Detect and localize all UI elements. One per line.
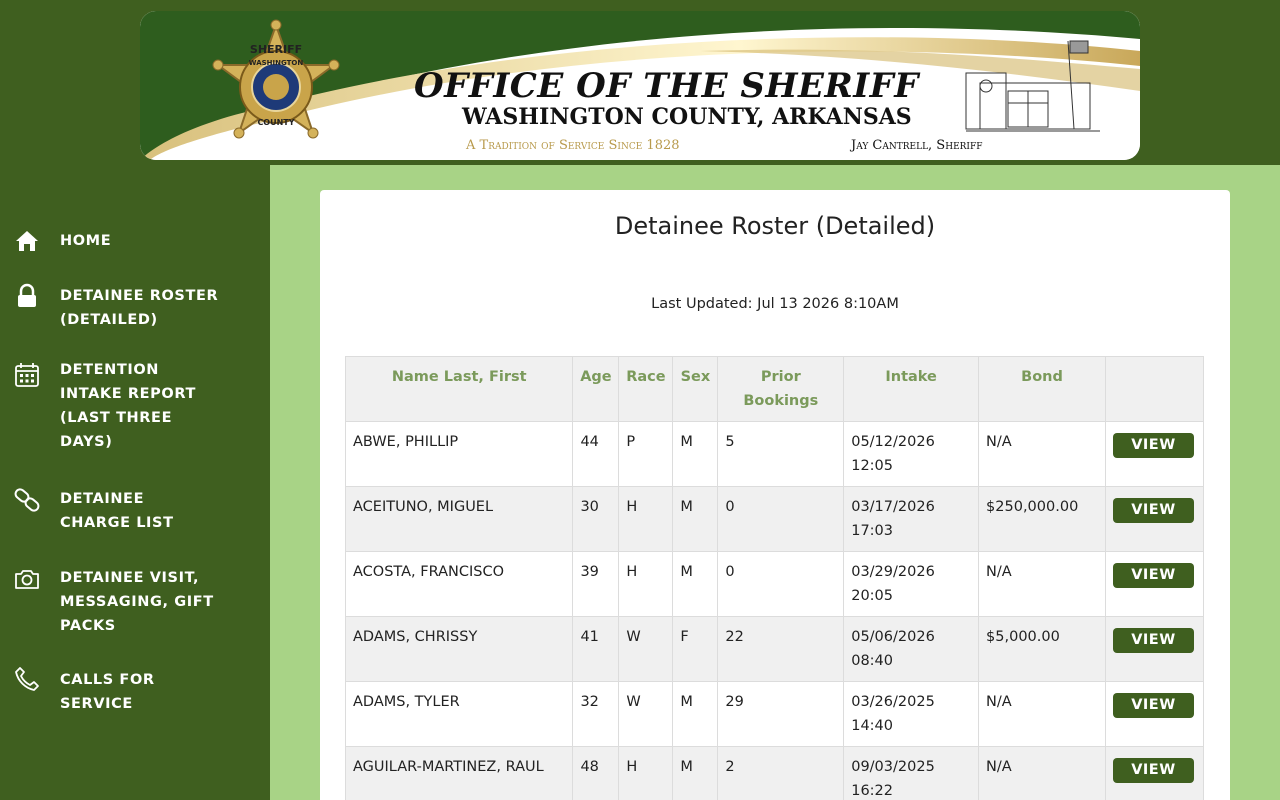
cell-age: 44 xyxy=(573,422,619,487)
cell-name: ACOSTA, FRANCISCO xyxy=(346,552,573,617)
cell-bond: $5,000.00 xyxy=(979,617,1106,682)
table-row xyxy=(346,552,1204,617)
view-button[interactable]: VIEW xyxy=(1113,628,1194,653)
view-button[interactable]: VIEW xyxy=(1113,498,1194,523)
roster-table xyxy=(345,356,1204,800)
sidebar-item-label: DETAINEE VISIT, MESSAGING, GIFT PACKS xyxy=(60,570,214,634)
sidebar-item-label: DETENTION INTAKE REPORT (LAST THREE DAYS) xyxy=(60,362,196,450)
cell-bond: $250,000.00 xyxy=(979,487,1106,552)
sidebar-item-label: HOME xyxy=(60,233,112,249)
column-header-sex[interactable]: Sex xyxy=(673,357,718,422)
view-button[interactable]: VIEW xyxy=(1113,433,1194,458)
column-header-name[interactable]: Name Last, First xyxy=(346,357,573,422)
cell-prior-bookings: 22 xyxy=(718,617,844,682)
sidebar-item-label: CALLS FOR SERVICE xyxy=(60,672,155,712)
cell-bond: N/A xyxy=(979,552,1106,617)
cell-age: 48 xyxy=(573,747,619,800)
cell-race: W xyxy=(619,682,673,747)
column-header-race[interactable]: Race xyxy=(619,357,673,422)
cell-sex: M xyxy=(673,682,718,747)
cell-name: ABWE, PHILLIP xyxy=(346,422,573,487)
cell-intake: 09/03/2025 16:22 xyxy=(844,747,979,800)
cell-action xyxy=(1105,682,1203,747)
cell-action xyxy=(1105,747,1203,800)
cell-name: ADAMS, TYLER xyxy=(346,682,573,747)
view-button[interactable]: VIEW xyxy=(1113,758,1194,783)
cell-age: 39 xyxy=(573,552,619,617)
sidebar-nav xyxy=(0,165,270,800)
banner-tagline: A Tradition of Service Since 1828 xyxy=(466,138,680,153)
cell-intake: 03/17/2026 17:03 xyxy=(844,487,979,552)
cell-race: H xyxy=(619,487,673,552)
svg-text:COUNTY: COUNTY xyxy=(257,118,295,127)
cell-age: 41 xyxy=(573,617,619,682)
home-icon xyxy=(13,227,41,255)
cell-prior-bookings: 0 xyxy=(718,487,844,552)
cell-intake: 03/26/2025 14:40 xyxy=(844,682,979,747)
view-button[interactable]: VIEW xyxy=(1113,563,1194,588)
table-row xyxy=(346,617,1204,682)
cell-intake: 05/12/2026 12:05 xyxy=(844,422,979,487)
cell-bond: N/A xyxy=(979,747,1106,800)
cell-sex: M xyxy=(673,552,718,617)
sidebar-item-label: DETAINEE CHARGE LIST xyxy=(60,491,174,531)
banner-subtitle: WASHINGTON COUNTY, ARKANSAS xyxy=(462,104,912,130)
svg-text:WASHINGTON: WASHINGTON xyxy=(248,59,304,67)
cell-action xyxy=(1105,422,1203,487)
cell-bond: N/A xyxy=(979,682,1106,747)
calendar-icon xyxy=(13,361,41,389)
cell-prior-bookings: 29 xyxy=(718,682,844,747)
column-header-actions xyxy=(1105,357,1203,422)
column-header-intake[interactable]: Intake xyxy=(844,357,979,422)
camera-icon xyxy=(13,565,41,593)
cell-age: 32 xyxy=(573,682,619,747)
cell-action xyxy=(1105,552,1203,617)
cell-intake: 05/06/2026 08:40 xyxy=(844,617,979,682)
cell-age: 30 xyxy=(573,487,619,552)
cell-sex: M xyxy=(673,487,718,552)
cell-race: H xyxy=(619,747,673,800)
sidebar-item-label: DETAINEE ROSTER (DETAILED) xyxy=(60,288,219,328)
cell-sex: M xyxy=(673,747,718,800)
cell-name: AGUILAR-MARTINEZ, RAUL xyxy=(346,747,573,800)
column-header-age[interactable]: Age xyxy=(573,357,619,422)
table-row xyxy=(346,422,1204,487)
cell-race: W xyxy=(619,617,673,682)
cell-sex: M xyxy=(673,422,718,487)
cell-prior-bookings: 5 xyxy=(718,422,844,487)
cell-sex: F xyxy=(673,617,718,682)
banner-sheriff-name: Jay Cantrell, Sheriff xyxy=(851,138,983,153)
main-content xyxy=(270,165,1280,800)
cell-bond: N/A xyxy=(979,422,1106,487)
cell-action xyxy=(1105,487,1203,552)
cell-action xyxy=(1105,617,1203,682)
table-row xyxy=(346,747,1204,800)
table-row xyxy=(346,487,1204,552)
view-button[interactable]: VIEW xyxy=(1113,693,1194,718)
site-banner xyxy=(140,11,1140,160)
table-row xyxy=(346,682,1204,747)
column-header-prior-bookings[interactable]: Prior Bookings xyxy=(718,357,844,422)
cell-intake: 03/29/2026 20:05 xyxy=(844,552,979,617)
column-header-bond[interactable]: Bond xyxy=(979,357,1106,422)
roster-card xyxy=(320,190,1230,800)
phone-icon xyxy=(13,665,41,693)
lock-icon xyxy=(13,283,41,311)
cell-prior-bookings: 0 xyxy=(718,552,844,617)
cell-name: ACEITUNO, MIGUEL xyxy=(346,487,573,552)
cell-race: H xyxy=(619,552,673,617)
banner-title: OFFICE OF THE SHERIFF xyxy=(414,66,919,106)
link-icon xyxy=(13,486,41,514)
cell-prior-bookings: 2 xyxy=(718,747,844,800)
cell-race: P xyxy=(619,422,673,487)
last-updated-text: Last Updated: Jul 13 2026 8:10AM xyxy=(651,296,899,312)
cell-name: ADAMS, CHRISSY xyxy=(346,617,573,682)
svg-text:SHERIFF: SHERIFF xyxy=(249,43,303,56)
table-header-row xyxy=(346,357,1204,422)
page-title: Detainee Roster (Detailed) xyxy=(614,212,936,240)
